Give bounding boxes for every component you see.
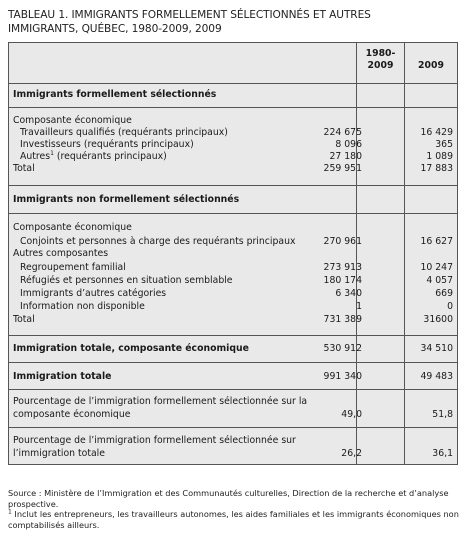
section-heading: Immigrants non formellement sélectionnés <box>13 194 240 205</box>
row-separator <box>9 427 457 428</box>
row-separator <box>9 362 457 363</box>
row-separator <box>9 83 457 84</box>
row-separator <box>9 389 457 390</box>
immigration-table: 1980- 2009 2009 Immigrants formellement sélectionnés Composante économique Travailleurs qualifiés (requérants principaux) 224 675 16 429 Investisseurs (requérants principaux) 8 096 365 Autres$^1$ (requérants principaux) 27 180 1 089 Total 259 951 17 883 Immigrants non formellement sélectionnés Composante économique Conjoints et personnes à charge des requérants principaux 270 961 16 627 Autres composantes Regroupement familial 273 913 10 247 Réfugiés et personnes en situation semblable 180 174 4 057 Immigrants d’autres catégories 6 340 669 Information non disponible 1 0 Total 731 389 31600 Immigration totale, composante économique 530 912 34 510 Immigration totale 991 340 49 483 Pourcentage de l’immigration formellement sélectionnée sur la composante économique 49,0 51,8 Pourcentage de l’immigration formellement sélectionnée sur l’immigration totale 26,2 36,1 <box>8 42 458 465</box>
column-header-1980-2009: 1980- 2009 <box>365 48 396 71</box>
row-separator <box>9 107 457 108</box>
table-title-line-2: IMMIGRANTS, QUÉBEC, 1980-2009, 2009 <box>8 23 222 35</box>
footnote-marker: 1 <box>50 149 54 157</box>
row-separator <box>9 335 457 336</box>
table-title <box>8 8 458 36</box>
row-separator <box>9 213 457 214</box>
column-header-2009: 2009 <box>418 60 444 71</box>
section-heading: Immigrants formellement sélectionnés <box>13 89 217 100</box>
source-note: Source : Ministère de l’Immigration et des Communautés culturelles, Direction de la recherche et d’analyse prospective. <box>8 488 449 509</box>
table-title-line-1: TABLEAU 1. IMMIGRANTS FORMELLEMENT SÉLECTIONNÉS ET AUTRES <box>8 9 371 21</box>
table-notes <box>8 488 460 530</box>
footnote: $^1$ Inclut les entrepreneurs, les travailleurs autonomes, les aides familiales et les immigrants économiques non comptabilisés ailleurs. <box>8 508 459 530</box>
row-separator <box>9 185 457 186</box>
